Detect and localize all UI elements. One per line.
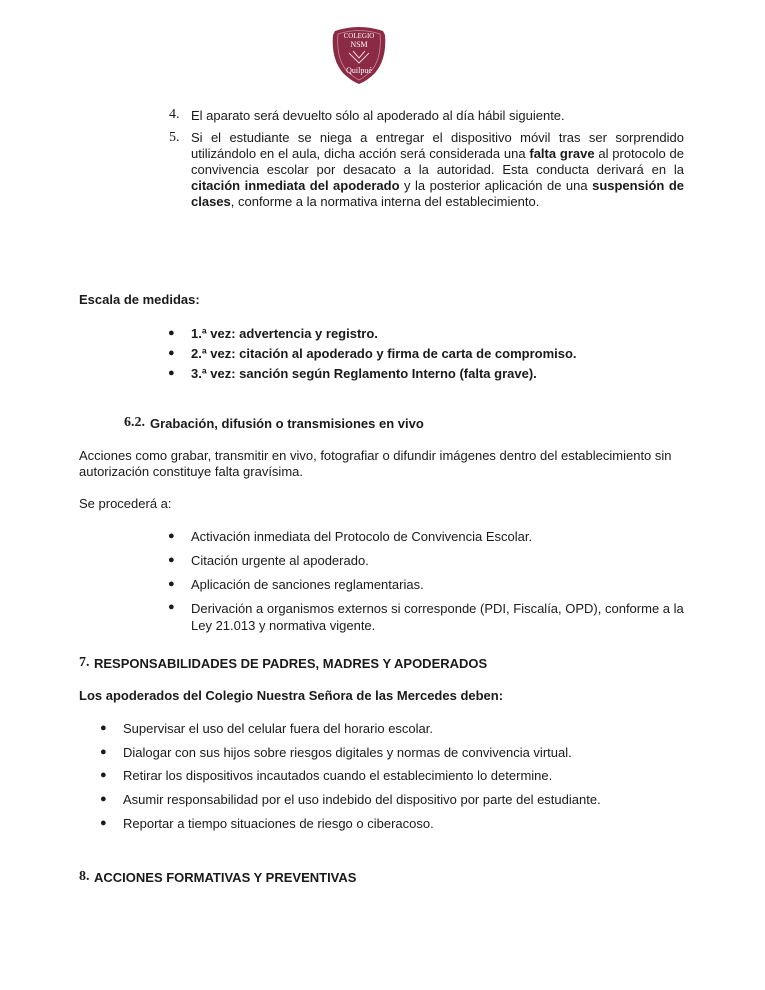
bullet-icon: ●	[168, 578, 175, 590]
section-8-title: ACCIONES FORMATIVAS Y PREVENTIVAS	[94, 870, 357, 885]
proceder-label: Se procederá a:	[79, 496, 172, 511]
bullet-icon: ●	[100, 817, 107, 829]
bullet-icon: ●	[100, 769, 107, 781]
section-6-2-number: 6.2.	[124, 415, 145, 430]
proceder-item-2: Citación urgente al apoderado.	[191, 553, 369, 568]
bullet-icon: ●	[168, 347, 175, 359]
bullet-icon: ●	[100, 722, 107, 734]
bullet-icon: ●	[100, 793, 107, 805]
apoderado-item-2: Dialogar con sus hijos sobre riesgos digitales y normas de convivencia virtual.	[123, 745, 572, 760]
apoderado-item-4: Asumir responsabilidad por el uso indebido del dispositivo por parte del estudiante.	[123, 792, 601, 807]
item5-part3: y la posterior aplicación de una	[399, 178, 593, 193]
section-7-intro: Los apoderados del Colegio Nuestra Señora de las Mercedes deben:	[79, 688, 504, 703]
item5-part4: , conforme a la normativa interna del establecimiento.	[230, 194, 540, 209]
section-7-number: 7.	[79, 655, 90, 670]
section-8-number: 8.	[79, 869, 90, 884]
proceder-item-1: Activación inmediata del Protocolo de Convivencia Escolar.	[191, 529, 533, 544]
bullet-icon: ●	[168, 554, 175, 566]
item5-bold-falta-grave: falta grave	[529, 146, 595, 161]
escala-item-2: 2.ª vez: citación al apoderado y firma de carta de compromiso.	[191, 346, 577, 361]
section-6-2-title: Grabación, difusión o transmisiones en vivo	[150, 416, 424, 431]
apoderado-item-1: Supervisar el uso del celular fuera del horario escolar.	[123, 721, 434, 736]
bullet-icon: ●	[100, 746, 107, 758]
list-number-4: 4.	[169, 107, 180, 122]
escala-heading: Escala de medidas:	[79, 292, 200, 307]
escala-item-1: 1.ª vez: advertencia y registro.	[191, 326, 378, 341]
proceder-item-3: Aplicación de sanciones reglamentarias.	[191, 577, 424, 592]
bullet-icon: ●	[168, 530, 175, 542]
bullet-icon: ●	[168, 601, 175, 613]
proceder-item-4: Derivación a organismos externos si corresponde (PDI, Fiscalía, OPD), conforme a la Ley 21.013 y normativa vigente.	[191, 601, 684, 633]
apoderado-item-5: Reportar a tiempo situaciones de riesgo o ciberacoso.	[123, 816, 434, 831]
escala-item-3: 3.ª vez: sanción según Reglamento Interno (falta grave).	[191, 366, 537, 381]
shield-logo-icon	[331, 25, 387, 85]
bullet-icon: ●	[168, 367, 175, 379]
section-7-title: RESPONSABILIDADES DE PADRES, MADRES Y APODERADOS	[94, 656, 488, 671]
school-logo	[331, 25, 387, 85]
apoderado-item-3: Retirar los dispositivos incautados cuando el establecimiento lo determine.	[123, 768, 553, 783]
logo-line1: COLEGIO	[343, 32, 375, 40]
item5-bold-suspension: suspensión de clases	[191, 178, 684, 209]
item5-part2: al protocolo de convivencia escolar por desacato a la autoridad. Esta conducta derivará en la	[191, 146, 684, 177]
list-item-5-text	[191, 130, 684, 210]
list-number-5: 5.	[169, 130, 180, 145]
list-item-4-text: El aparato será devuelto sólo al apoderado al día hábil siguiente.	[191, 108, 565, 123]
bullet-icon: ●	[168, 327, 175, 339]
item5-part1: Si el estudiante se niega a entregar el dispositivo móvil tras ser sorprendido utilizándolo en el aula, dicha acción será considerada una	[191, 130, 684, 161]
section-6-2-paragraph: Acciones como grabar, transmitir en vivo, fotografiar o difundir imágenes dentro del establecimiento sin autorización constituye falta gravísima.	[79, 448, 672, 479]
item5-bold-citacion: citación inmediata del apoderado	[191, 178, 400, 193]
logo-line2: NSM	[350, 40, 368, 49]
logo-line3: Quilpué	[346, 66, 372, 75]
